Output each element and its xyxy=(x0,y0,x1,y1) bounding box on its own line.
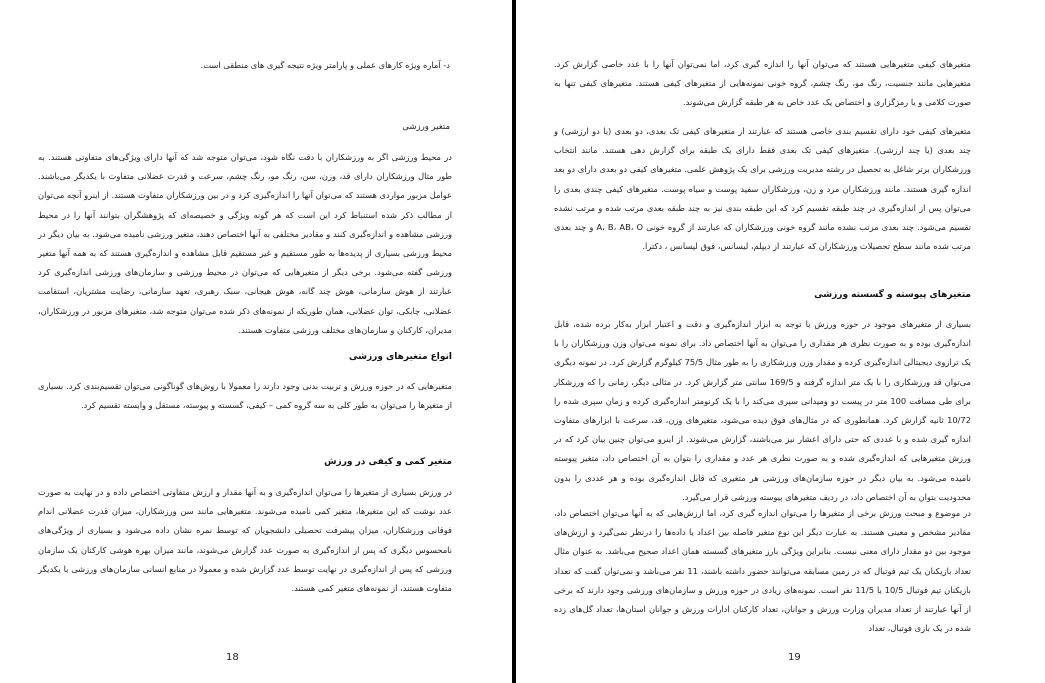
right-page xyxy=(516,0,1045,683)
left-subheading-sport-variable: متغیر ورزشی xyxy=(402,122,450,132)
right-page-number: 19 xyxy=(788,652,801,663)
left-paragraph-3: در ورزش بسیاری از متغیرها را می‌توان اندازه‌گیری و به آنها مقدار و ارزش متفاوتی اختصاص داده و در نهایت به صورت عدد نوشت که این متغیرها، متغیر کمی نامیده می‌شوند. متغیرهایی مانند سن ورزشکاران، میزان قدرت عضلانی اندام فوقانی ورزشکاران، میزان پیشرفت تحصیلی دانشجویان که توسط نمره نشان داده می‌شود و بسیاری از ویژگی‌های نامحسوس دیگری که پس از اندازه‌گیری به صورت عدد گزارش می‌شوند، مانند میزان بهره هوشی کارکنان یک سازمان ورزشی که پس از اندازه‌گیری در نهایت توسط عدد گزارش شده و معمولا در منابع انسانی سازمان‌های ورزشی با یکدیگر متفاوت هستند، از نمونه‌های متغیر کمی هستند. xyxy=(38,487,452,594)
left-paragraph-1: در محیط ورزشی اگر به ورزشکاران با دقت نگاه شود، می‌توان متوجه شد که آنها دارای ویژگی‌های متفاوتی هستند. به طور مثال ورزشکاران دارای قد، وزن، سن، رنگ مو، رنگ چشم، سرعت و قدرت عضلانی متفاوت با یکدیگر می‌باشند. عوامل مزبور مواردی هستند که می‌توان آنها را اندازه‌گیری کرد و در بین ورزشکاران متفاوت هستند. از اینرو آنچه می‌توان از مطالب ذکر شده استنباط کرد این است که هر گونه ویژگی و خصیصه‌ای که پژوهشگران بتوانند آنها را در محیط ورزشی مشاهده و اندازه‌گیری کنند و مقادیر مختلفی به آنها اختصاص دهند، متغیر ورزشی نامیده می‌شود. به بیان دیگر در محیط ورزشی بسیاری از پدیده‌ها به طور مستقیم و غیر مستقیم قابل مشاهده و اندازه‌گیری هستند که به همه آنها متغیر ورزشی گفته می‌شود. برخی دیگر از متغیرهایی که می‌توان در محیط ورزشی و سازمان‌های ورزشی اندازه‌گیری کرد عبارتند از هوش سازمانی، هوش چند گانه، هوش هیجانی، سبک رهبری، تعهد سازمانی، رضایت مشتریان، استقامت عضلانی، چابکی، توان عضلانی، همان طوریکه از نمونه‌های ذکر شده می‌توان متوجه شد، متغیرهای مزبور در ورزشکاران، مدیران، کارکنان و سازمان‌های مختلف ورزشی متفاوت هستند. xyxy=(38,152,452,335)
left-heading-quantitative-qualitative: متغیر کمی و کیفی در ورزش xyxy=(324,457,452,467)
left-page xyxy=(0,0,512,683)
right-paragraph-3: بسیاری از متغیرهای موجود در حوزه ورزش با توجه به ابزار اندازه‌گیری و دقت و اعتبار ابزار به‌کار برده شده، قابل اندازه‌گیری بوده و به صورت نظری هر مقداری را می‌توان به آنها اختصاص داد. برای نمونه می‌توان وزن ورزشکاران را با یک ترازوی دیجیتالی اندازه‌گیری کرده و مقدار وزن ورزشکاری را به طور مثال 75/5 کیلوگرم گزارش کرد. در نمونه دیگری می‌توان قد ورزشکاری را با یک متر اندازه گرفته و 169/5 سانتی متر گزارش کرد. در مثالی دیگر، زمانی را که ورزشکار برای طی مسافت 100 متر در پیست دو ومیدانی سپری می‌کند را با یک کرنومتر اندازه‌گیری کرده و زمان سپری شده را 10/72 ثانیه گزارش کرد. همانطوری که در مثال‌های فوق دیده می‌شود، متغیرهای وزن، قد، سرعت با ابزارهای متفاوت اندازه گیری شده و با عددی که حتی دارای اعشار نیز می‌باشند، گزارش می‌شوند. از اینرو می‌توان چنین بیان کرد که در ورزش متغیرهایی که اندازه‌گیری شده و به صورت نظری هر عدد و مقداری را بتوان به آن اختصاص داد، متغیر پیوسته نامیده می‌شود. به بیان دیگر در حوزه سازمان‌های ورزشی هر متغیری که قابل اندازه‌گیری بوده و هر عددی را بدون محدودیت بتوان به آن اختصاص داد، در ردیف متغیرهای پیوسته ورزشی قرار می‌گیرد. xyxy=(554,319,971,502)
right-paragraph-2: متغیرهای کیفی خود دارای تقسیم بندی خاصی هستند که عبارتند از متغیرهای کیفی تک بعدی، دو بعدی (یا دو ارزشی) و چند بعدی (یا چند ارزشی). متغیرهای کیفی تک بعدی فقط دارای یک طبقه برای گزارش دهی هستند. مانند انتخاب ورزشکاران برتر شاغل به تحصیل در رشته مدیریت ورزشی برای یک پژوهش علمی. متغیرهای کیفی دو بعدی دارای دو بعد اندازه گیری هستند. مانند ورزشکاران مرد و زن، ورزشکاران سفید پوست و سیاه پوست. متغیرهای کیفی چندی بعدی را می‌توان پس از اندازه‌گیری در چند طبقه تقسیم کرد که این طبقه بندی نیز به چند طبقه بعدی مرتب شده و مرتب نشده تقسیم می‌شود. چند بعدی مرتب نشده مانند گروه خونی ورزشکاران که عبارتند از گروه خونی A، B، AB، O و چند بعدی مرتب شده مانند سطح تحصیلات ورزشکاران که عبارتند از دیپلم، لیسانس، فوق لیسانس ، دکترا. xyxy=(554,126,972,252)
right-paragraph-4: در موضوع و مبحث ورزش برخی از متغیرها را می‌توان اندازه گیری کرد، اما ارزش‌هایی که به آنها می‌توان اختصاص داد، مقادیر مشخص و معینی هستند. به عبارت دیگر این نوع متغیر فاصله بین اعداد یا داده‌ها را درنظر نمی‌گیرد و ارزش‌های موجود بین دو مقدار دارای معنی نیست. بنابراین ویژگی بارز متغیرهای گسسته همان اعداد صحیح می‌باشد. به عنوان مثال تعداد بازیکنان یک تیم فوتبال که در زمین مسابقه می‌توانند حضور داشته باشند، 11 نفر می‌باشد و نمی‌توان گفت که تعداد بازیکنان تیم فوتبال 10/5 یا 11/5 نفر است. نمونه‌های زیادی در حوزه ورزش و سازمان‌های ورزشی وجود دارند که برخی از آنها عبارتند از تعداد مدیران وزارت ورزش و جوانان، تعداد کارکنان ادارات ورزش و جوانان استان‌ها، تعداد گل‌های زده شده در یک بازی فوتبال، تعداد xyxy=(554,508,971,634)
left-paragraph-2: متغیرهایی که در حوزه ورزش و تربیت بدنی وجود دارند را معمولا با روش‌های گوناگونی می‌توان تقسیم‌بندی کرد. بسیاری از متغیرها را می‌توان به طور کلی به سه گروه کمی – کیفی، گسسته و پیوسته، مستقل و وابسته تقسیم کرد. xyxy=(38,381,452,411)
left-page-number: 18 xyxy=(226,652,239,663)
right-heading-continuous-discrete: متغیرهای پیوسته و گسسته ورزشی xyxy=(814,290,971,300)
left-intro-line: د- آماره ویژه کارهای عملی و پارامتر ویژه نتیجه گیری های منطقی است. xyxy=(200,60,450,70)
left-heading-variable-types: انواع متغیرهای ورزشی xyxy=(349,352,452,362)
right-paragraph-1: متغیرهای کیفی متغیرهایی هستند که می‌توان آنها را اندازه گیری کرد، اما نمی‌توان آنها را با عدد خاصی گزارش کرد. متغیرهایی مانند جنسیت، رنگ مو، رنگ چشم، گروه خونی نمونه‌هایی از متغیرهای کیفی هستند. متغیرهای کیفی تنها به صورت کلامی و یا رمزگزاری و اختصاص یک عدد خاص به هر طبقه گزارش می‌شوند. xyxy=(554,59,971,108)
